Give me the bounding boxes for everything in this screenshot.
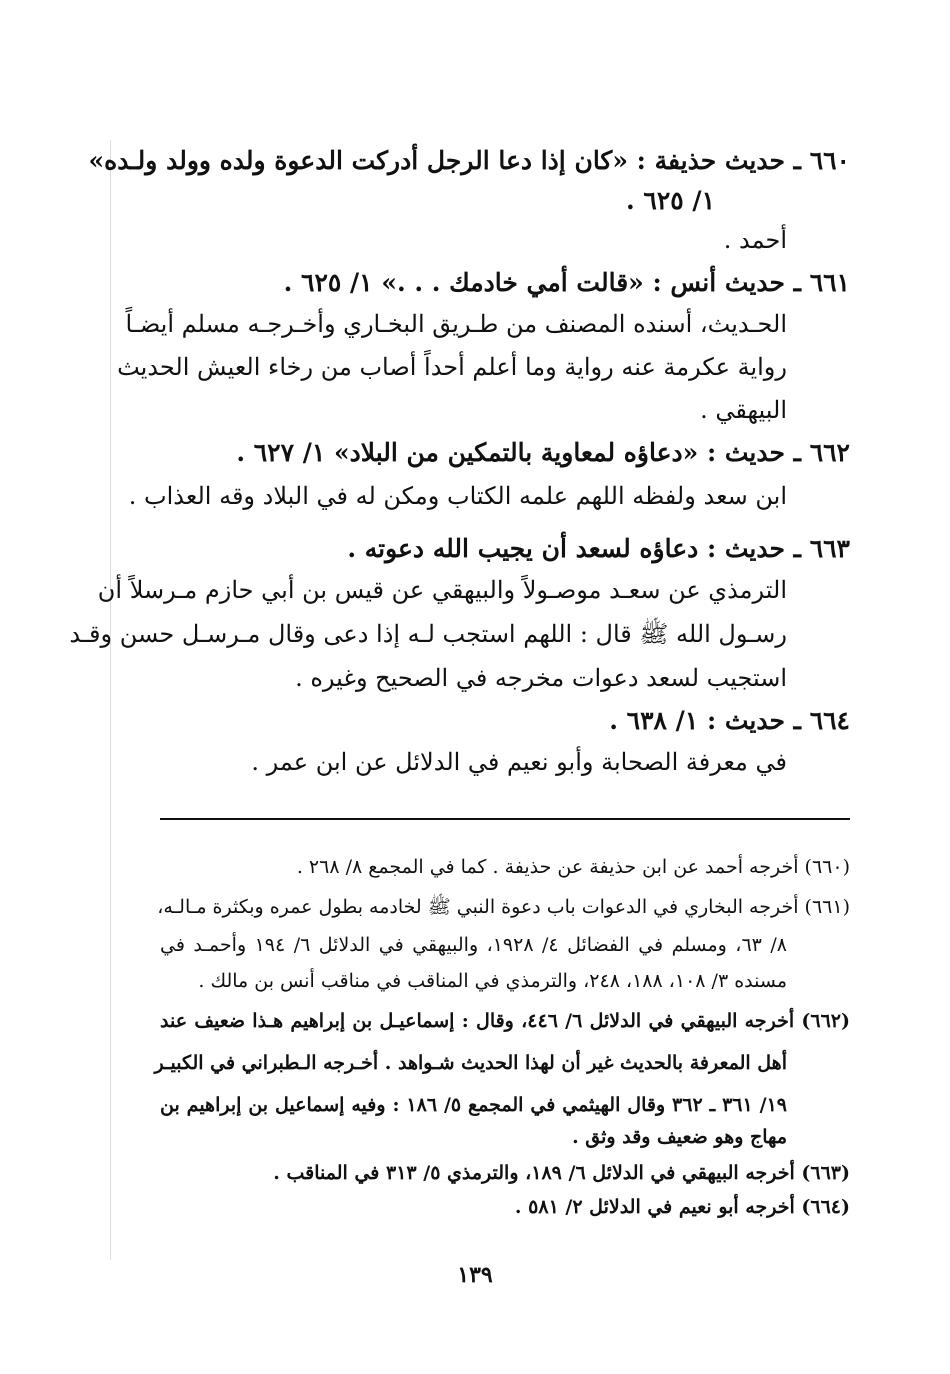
entry-661-text-2: رواية عكرمة عنه رواية وما أعلم أحداً أصاب من رخاء العيش الحديث — [117, 353, 787, 381]
entry-663-text-3: استجيب لسعد دعوات مخرجه في الصحيح وغيره . — [295, 664, 787, 692]
entry-661-text-3: البيهقي . — [700, 396, 787, 424]
entry-663-text-1: الترمذي عن سعـد موصـولاً والبيهقي عن قيس بن أبي حازم مـرسلاً أن — [97, 576, 787, 604]
footnote-662-line-1: (٦٦٢) أخرجه البيهقي في الدلائل ٦/ ٤٤٦، وقال : إسماعيـل بن إبراهيم هـذا ضعيف عند — [160, 1010, 850, 1032]
entry-660-source: أحمد . — [723, 226, 787, 254]
entry-663-text-2: رسـول الله ﷺ قال : اللهم استجب لـه إذا دعى وقال مـرسـل حسن وقـد — [69, 620, 787, 648]
footnote-separator — [160, 818, 850, 820]
page-number: ١٣٩ — [457, 1262, 493, 1288]
footnote-664: (٦٦٤) أخرجه أبو نعيم في الدلائل ٢/ ٥٨١ . — [514, 1196, 850, 1218]
footnote-662-line-4: مهاج وهو ضعيف وقد وثق . — [572, 1126, 787, 1148]
footnote-662-line-2: أهل المعرفة بالحديث غير أن لهذا الحديث شـواهد . أخـرجه الـطبراني في الكبيـر — [154, 1052, 787, 1074]
entry-663-heading: ٦٦٣ ـ حديث : دعاؤه لسعد أن يجيب الله دعوته . — [347, 534, 850, 563]
entry-660-heading: ٦٦٠ ـ حديث حذيفة : «كان إذا دعا الرجل أدركت الدعوة ولده وولد ولـده» — [88, 146, 850, 175]
entry-661-text-1: الحـديث، أسنده المصنف من طـريق البخـاري وأخـرجـه مسلم أيضـاً — [125, 310, 787, 338]
footnote-661-line-2: ٨/ ٦٣، ومسلم في الفضائل ٤/ ١٩٢٨، والبيهقي في الدلائل ٦/ ١٩٤ وأحمـد في — [160, 934, 787, 956]
entry-664-heading: ٦٦٤ ـ حديث : ١/ ٦٣٨ . — [609, 706, 850, 735]
footnote-663: (٦٦٣) أخرجه البيهقي في الدلائل ٦/ ١٨٩، والترمذي ٥/ ٣١٣ في المناقب . — [273, 1162, 850, 1184]
footnote-661-line-1: (٦٦١) أخرجه البخاري في الدعوات باب دعوة النبي ﷺ لخادمه بطول عمره وبكثرة مـالـه، — [157, 896, 850, 918]
entry-664-text: في معرفة الصحابة وأبو نعيم في الدلائل عن ابن عمر . — [251, 748, 787, 776]
entry-660-reference: ١/ ٦٢٥ . — [626, 186, 715, 215]
footnote-661-line-3: مسنده ٣/ ١٠٨، ١٨٨، ٢٤٨، والترمذي في المناقب في مناقب أنس بن مالك . — [198, 970, 787, 992]
entry-661-heading: ٦٦١ ـ حديث أنس : «قالت أمي خادمك . . .» ١/ ٦٢٥ . — [283, 268, 850, 297]
entry-662-heading: ٦٦٢ ـ حديث : «دعاؤه لمعاوية بالتمكين من البلاد» ١/ ٦٢٧ . — [236, 438, 850, 467]
page-edge-line — [110, 140, 111, 1260]
entry-662-text: ابن سعد ولفظه اللهم علمه الكتاب ومكن له في البلاد وقه العذاب . — [128, 482, 787, 510]
footnote-660: (٦٦٠) أخرجه أحمد عن ابن حذيفة عن حذيفة . كما في المجمع ٨/ ٢٦٨ . — [296, 856, 850, 878]
footnote-662-line-3: ١٩/ ٣٦١ ـ ٣٦٢ وقال الهيثمي في المجمع ٥/ ١٨٦ : وفيه إسماعيل بن إبراهيم بن — [160, 1094, 788, 1116]
